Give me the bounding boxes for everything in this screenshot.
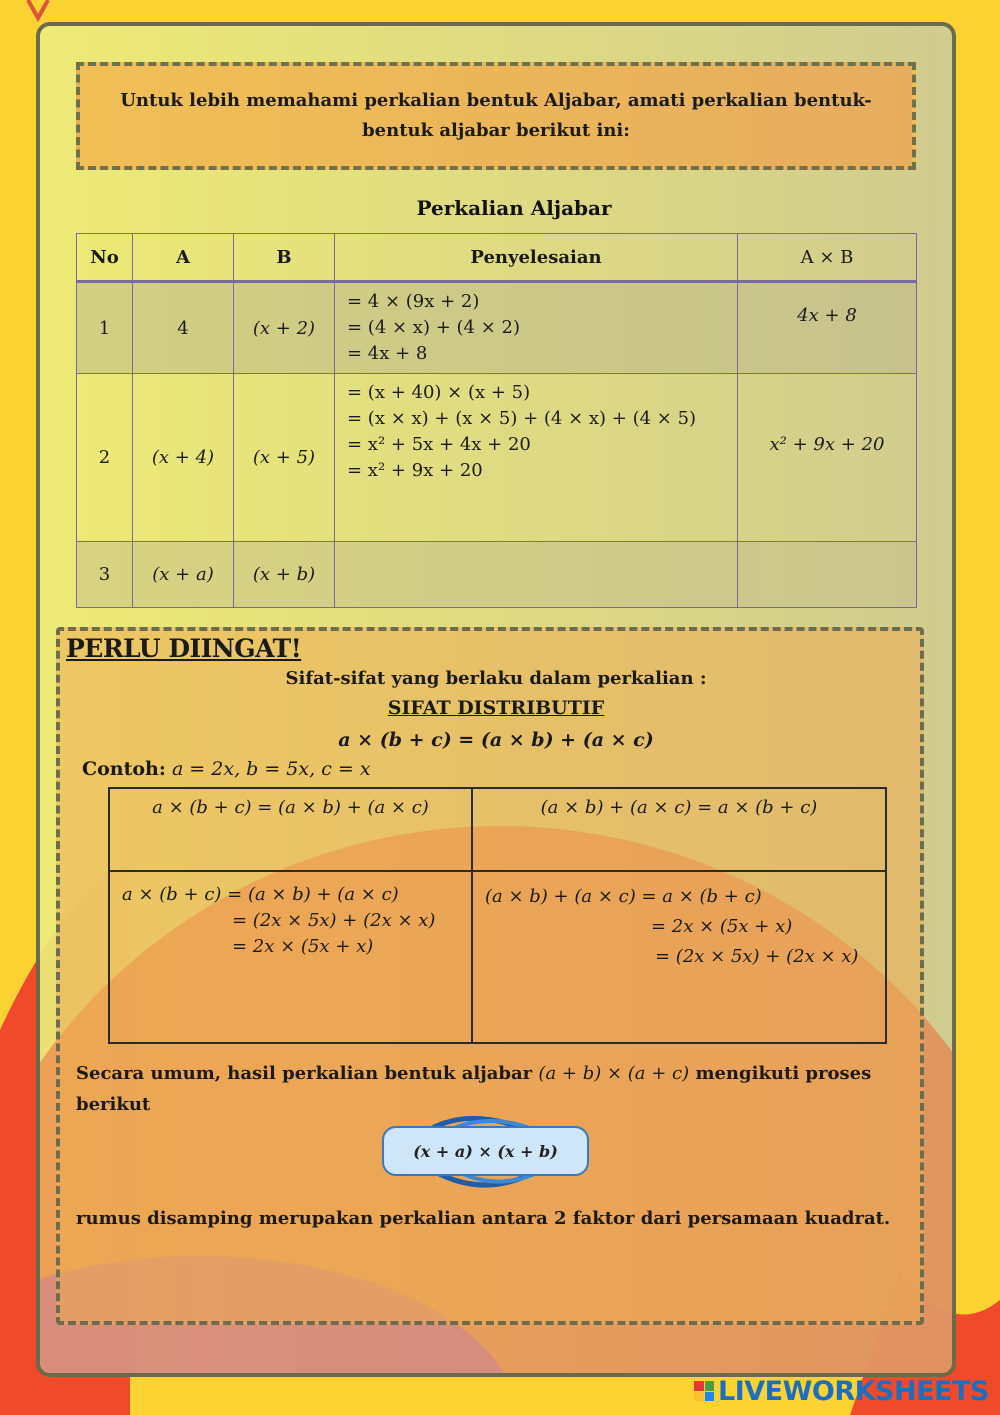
- liveworksheets-logo[interactable]: [694, 1373, 989, 1409]
- header-a: A: [133, 234, 234, 282]
- header-no: No: [77, 234, 133, 282]
- solution-step: = x² + 9x + 20: [347, 460, 483, 481]
- row-a: (x + a): [133, 542, 234, 608]
- table-title: Perkalian Aljabar: [416, 196, 612, 220]
- row-solution-empty[interactable]: [335, 542, 738, 608]
- foil-formula: (x + a) × (x + b): [382, 1126, 589, 1176]
- logo-text: LIVEWORKSHEETS: [718, 1375, 989, 1407]
- example-line: = 2x × (5x + x): [232, 936, 374, 957]
- row-a: 4: [133, 282, 234, 374]
- example-header-row: [109, 788, 886, 871]
- example-line: = (2x × 5x) + (2x × x): [232, 910, 436, 931]
- intro-box: [76, 62, 916, 170]
- intro-text: Untuk lebih memahami perkalian bentuk Aljabar, amati perkalian bentuk-bentuk aljabar berikut ini:: [120, 90, 872, 141]
- table-row: [77, 374, 917, 542]
- row-result-empty[interactable]: [738, 542, 917, 608]
- general-text-after: mengikuti proses berikut: [76, 1063, 872, 1115]
- multiplication-table: [76, 233, 917, 608]
- contoh-label: Contoh:: [82, 758, 166, 780]
- row-b: (x + 2): [234, 282, 335, 374]
- header-penyelesaian: Penyelesaian: [335, 234, 738, 282]
- example-body-row: [109, 871, 886, 1043]
- table-header-row: [77, 234, 917, 282]
- table-row: [77, 542, 917, 608]
- example-line: (a × b) + (a × c) = a × (b + c): [485, 886, 762, 907]
- row-solution: [335, 374, 738, 542]
- contoh-values: a = 2x, b = 5x, c = x: [171, 758, 371, 780]
- solution-step: = (x × x) + (x × 5) + (4 × x) + (4 × 5): [347, 408, 697, 429]
- contoh-line: [82, 758, 371, 780]
- general-text-before: Secara umum, hasil perkalian bentuk aljabar: [76, 1063, 533, 1084]
- example-left-cell: [109, 871, 472, 1043]
- table-row: [77, 282, 917, 374]
- solution-step: = (4 × x) + (4 × 2): [347, 317, 520, 338]
- solution-step: = 4 × (9x + 2): [347, 291, 480, 312]
- distributif-heading: SIFAT DISTRIBUTIF: [387, 697, 605, 719]
- note-paragraph: rumus disamping merupakan perkalian antara 2 faktor dari persamaan kuadrat.: [76, 1208, 891, 1229]
- perlu-diingat-title: PERLU DIINGAT!: [66, 634, 302, 663]
- row-a: (x + 4): [133, 374, 234, 542]
- header-axb: A × B: [738, 234, 917, 282]
- liveworksheets-icon: [694, 1381, 714, 1401]
- example-line: = 2x × (5x + x): [651, 916, 793, 937]
- row-no: 2: [77, 374, 133, 542]
- example-right-cell: [472, 871, 886, 1043]
- general-expression: (a + b) × (a + c): [538, 1063, 690, 1084]
- row-result: 4x + 8: [738, 282, 917, 374]
- row-result: x² + 9x + 20: [738, 374, 917, 542]
- distributive-example-table: [108, 787, 887, 1044]
- solution-step: = 4x + 8: [347, 343, 428, 364]
- solution-step: = x² + 5x + 4x + 20: [347, 434, 531, 455]
- row-b: (x + 5): [234, 374, 335, 542]
- sifat-line: Sifat-sifat yang berlaku dalam perkalian :: [285, 668, 707, 689]
- row-solution: [335, 282, 738, 374]
- distributive-formula: a × (b + c) = (a × b) + (a × c): [338, 729, 654, 751]
- example-header-left: a × (b + c) = (a × b) + (a × c): [109, 788, 472, 871]
- header-b: B: [234, 234, 335, 282]
- solution-step: = (x + 40) × (x + 5): [347, 382, 531, 403]
- example-line: a × (b + c) = (a × b) + (a × c): [122, 884, 399, 905]
- example-line: = (2x × 5x) + (2x × x): [655, 946, 859, 967]
- row-no: 1: [77, 282, 133, 374]
- general-paragraph: [76, 1058, 896, 1120]
- row-b: (x + b): [234, 542, 335, 608]
- example-header-right: (a × b) + (a × c) = a × (b + c): [472, 788, 886, 871]
- row-no: 3: [77, 542, 133, 608]
